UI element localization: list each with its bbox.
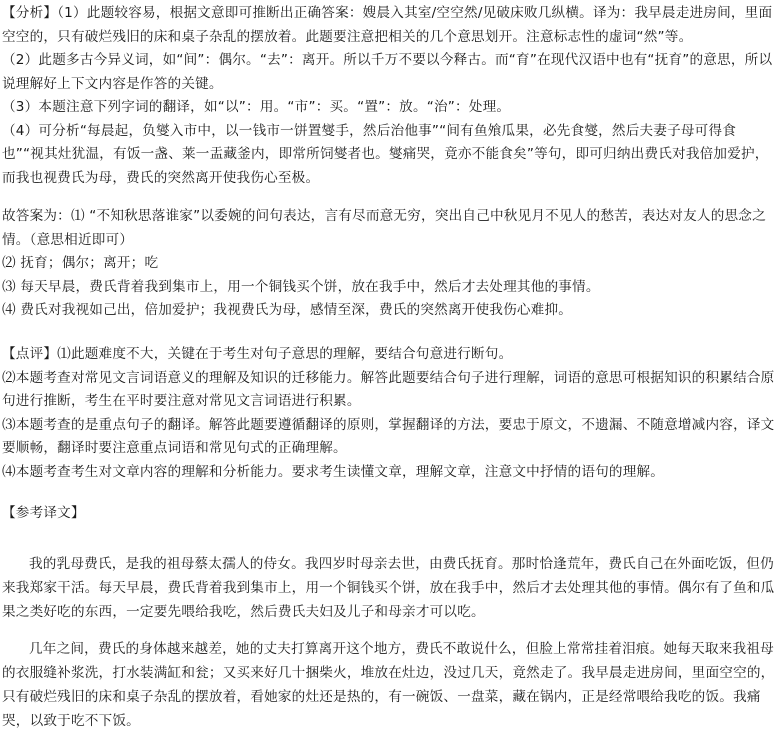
review-item-3: ⑶本题考查的是重点句子的翻译。解答此题要遵循翻译的原则，掌握翻译的方法，要忠于原文，不遗漏、不随意增减内容，译文要顺畅，翻译时要注意重点词语和常见句式的正确理解。 [2, 416, 775, 456]
review-item-4: ⑷本题考查考生对文章内容的理解和分析能力。要求考生读懂文章，理解文章，注意文中抒情的语句的理解。 [2, 463, 665, 480]
reference-translation-paragraph-2: 几年之间，费氏的身体越来越差，她的丈夫打算离开这个地方，费氏不敢说什么，但脸上常常挂着泪痕。她每天取来我祖母的衣服缝补浆洗，打水装满缸和瓮；又买来好几十捆柴火，堆放在灶边，没过几天，竟然走了。我早晨走进房间，里面空空的，只有破烂残旧的床和桌子杂乱的摆放着，看她家的灶还是热的，有一碗饭、一盘菜，藏在锅内，正是经常喂给我吃的饭。我痛哭，以致于吃不下饭。 [2, 640, 775, 729]
analysis-paragraph-3: （3）本题注意下列字词的翻译，如“以”：用。“市”：买。“置”：放。“治”：处理。 [2, 99, 511, 115]
analysis-section [2, 2, 778, 190]
review-section [2, 343, 778, 484]
answer-3: ⑶ 每天早晨，费氏背着我到集市上，用一个铜钱买个饼，放在我手中，然后才去处理其他的事情。 [2, 278, 600, 295]
review-item-1: 【点评】⑴此题难度不大，关键在于考生对句子意思的理解，要结合句意进行断句。 [2, 346, 513, 362]
reference-translation-heading: 【参考译文】 [2, 505, 85, 521]
analysis-paragraph-2: （2）此题多古今异义词，如“间”：偶尔。“去”：离开。所以千万不要以今释古。而“育”在现代汉语中也有“抚育”的意思，所以说理解好上下文内容是作答的关键。 [2, 52, 773, 92]
analysis-paragraph-1: 【分析】（1）此题较容易，根据文意即可推断出正确答案：嫂晨入其室/空空然/见破床败几纵横。译为：我早晨走进房间，里面空空的，只有破烂残旧的床和桌子杂乱的摆放着。此题要注意把相关的几个意思划开。注意标志性的虚词“然”等。 [2, 5, 773, 45]
analysis-paragraph-4: （4）可分析“每晨起，负燮入市中，以一钱市一饼置燮手，然后治他事”“间有鱼飧瓜果，必先食燮，然后夫妻子母可得食也”“视其灶犹温，有饭一盏、莱一盂藏釜内，即常所饲燮者也。燮痛哭，竟亦不能食矣”等句，即可归纳出费氏对我倍加爱护，而我也视费氏为母，费氏的突然离开使我伤心至极。 [2, 122, 769, 186]
review-item-2: ⑵本题考查对常见文言词语意义的理解及知识的迁移能力。解答此题要结合句子进行理解，词语的意思可根据知识的积累结合原句进行推断，考生在平时要注意对常见文言词语进行积累。 [2, 369, 775, 409]
reference-translation-paragraph-1: 我的乳母费氏，是我的祖母蔡太孺人的侍女。我四岁时母亲去世，由费氏抚育。那时恰逢荒年，费氏自己在外面吃饭，但仍来我郑家干活。每天早晨，费氏背着我到集市上，用一个铜钱买个饼，放在我手中，然后才去处理其他的事情。偶尔有了鱼和瓜果之类好吃的东西，一定要先喂给我吃，然后费氏夫妇及儿子和母亲才可以吃。 [2, 555, 775, 620]
answer-2: ⑵ 抚育；偶尔；离开；吃 [2, 255, 159, 271]
answers-section [2, 205, 778, 323]
answer-4: ⑷ 费氏对我视如己出，倍加爱护；我视费氏为母，感情至深，费氏的突然离开使我伤心难抑。 [2, 302, 573, 318]
answer-1: 故答案为：⑴ “不知秋思落谁家”以委婉的问句表达，言有尽而意无穷，突出自己中秋见月不见人的愁苦，表达对友人的思念之情。（意思相近即可） [2, 208, 766, 248]
